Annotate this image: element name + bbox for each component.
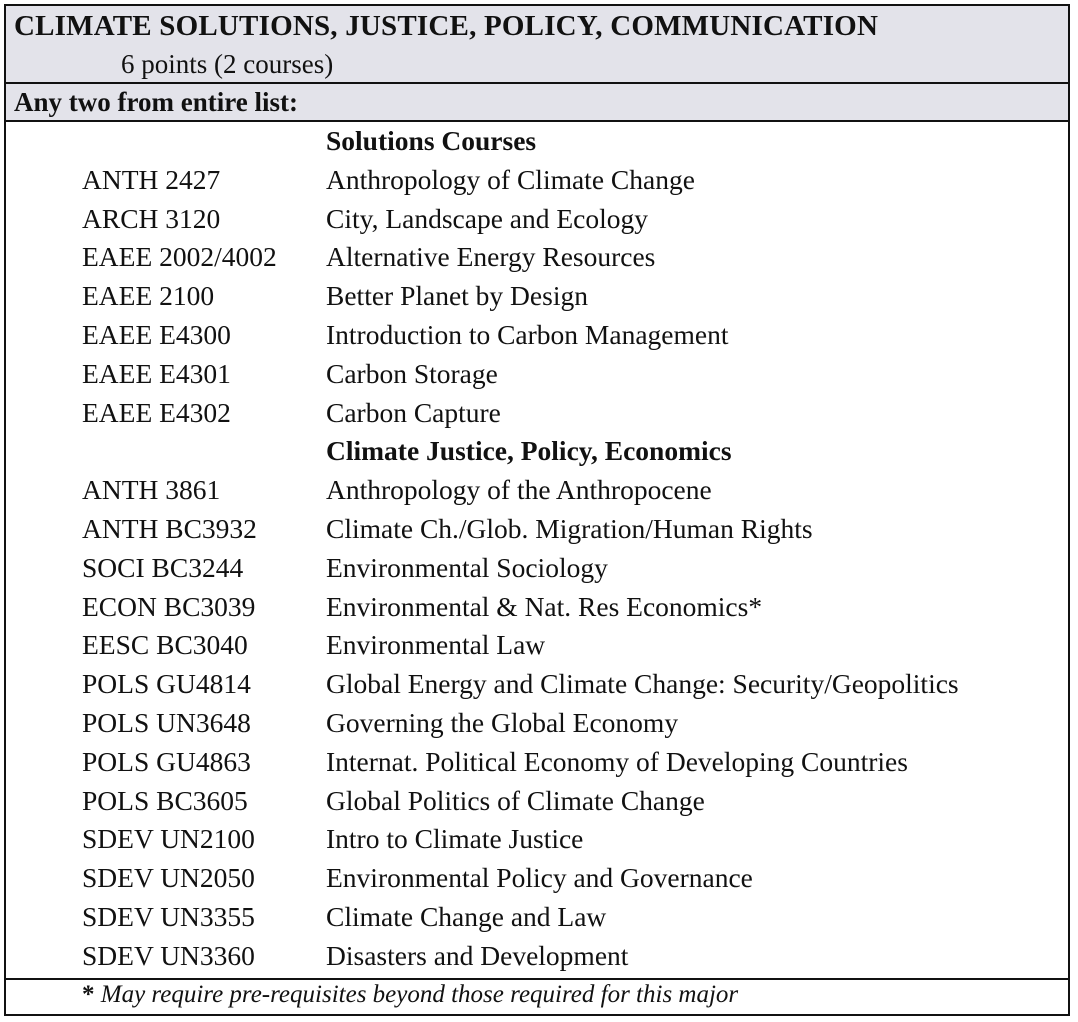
footnote-star: * — [82, 981, 95, 1008]
course-name: Disasters and Development — [326, 939, 629, 971]
course-code: EAEE E4301 — [82, 357, 231, 389]
course-row — [6, 746, 1068, 785]
course-name: Anthropology of Climate Change — [326, 163, 695, 195]
selection-rule — [6, 84, 1068, 122]
course-name: Internat. Political Economy of Developing Countries — [326, 745, 908, 777]
points-subtitle: 6 points (2 courses) — [121, 49, 334, 79]
course-name: Climate Ch./Glob. Migration/Human Rights — [326, 513, 813, 544]
course-row — [6, 358, 1068, 397]
course-code: POLS GU4863 — [82, 745, 251, 777]
course-code: POLS UN3648 — [82, 707, 251, 738]
course-name: Governing the Global Economy — [326, 707, 679, 738]
footnote — [6, 978, 1068, 1014]
course-row — [6, 862, 1068, 901]
course-code: SOCI BC3244 — [82, 551, 244, 583]
course-code: SDEV UN2100 — [82, 823, 255, 855]
table-header — [6, 6, 1068, 84]
course-row — [6, 280, 1068, 319]
course-row — [6, 707, 1068, 746]
course-code: ANTH 2427 — [82, 163, 221, 195]
course-code: ARCH 3120 — [82, 202, 221, 234]
course-row — [6, 397, 1068, 436]
course-row — [6, 513, 1068, 552]
course-code: EESC BC3040 — [82, 629, 248, 661]
course-name: Environmental Policy and Governance — [326, 862, 753, 894]
course-name: Alternative Energy Resources — [326, 241, 656, 273]
course-name: Environmental Law — [326, 629, 546, 661]
course-name: Carbon Capture — [326, 396, 501, 428]
section-heading: Solutions Courses — [326, 125, 537, 156]
course-name: Carbon Storage — [326, 357, 498, 389]
course-code: ECON BC3039 — [82, 590, 256, 622]
course-name: Environmental & Nat. Res Economics* — [326, 590, 763, 622]
course-name: Environmental Sociology — [326, 551, 608, 583]
requirements-table — [4, 4, 1070, 1016]
course-row — [6, 241, 1068, 280]
footnote-note: May require pre-requisites beyond those required for this major — [100, 981, 739, 1008]
course-name: Better Planet by Design — [326, 280, 588, 312]
course-row — [6, 668, 1068, 707]
course-row — [6, 474, 1068, 513]
course-code: EAEE 2100 — [82, 280, 215, 312]
selection-rule-label: Any two from entire list: — [14, 87, 298, 117]
course-name: Climate Change and Law — [326, 901, 607, 932]
course-row — [6, 319, 1068, 358]
course-code: SDEV UN3355 — [82, 901, 255, 932]
course-list — [6, 122, 1068, 982]
footnote-text — [82, 981, 738, 1009]
course-row — [6, 901, 1068, 940]
course-name: Intro to Climate Justice — [326, 823, 584, 855]
course-code: EAEE E4300 — [82, 319, 231, 350]
course-name: Anthropology of the Anthropocene — [326, 474, 712, 506]
page-title: CLIMATE SOLUTIONS, JUSTICE, POLICY, COMMUNICATION — [14, 10, 879, 42]
course-code: POLS BC3605 — [82, 784, 248, 816]
course-code: ANTH BC3932 — [82, 513, 257, 544]
course-row — [6, 164, 1068, 203]
section-heading: Climate Justice, Policy, Economics — [326, 435, 732, 467]
course-name: Global Politics of Climate Change — [326, 784, 705, 816]
course-row — [6, 940, 1068, 979]
course-code: EAEE 2002/4002 — [82, 241, 277, 273]
course-name: City, Landscape and Ecology — [326, 202, 649, 234]
course-code: SDEV UN3360 — [82, 939, 255, 971]
course-row — [6, 629, 1068, 668]
course-row — [6, 552, 1068, 591]
course-row — [6, 785, 1068, 824]
course-code: ANTH 3861 — [82, 474, 221, 506]
course-name: Global Energy and Climate Change: Security/Geopolitics — [326, 668, 959, 700]
course-row — [6, 591, 1068, 630]
course-row — [6, 823, 1068, 862]
course-name: Introduction to Carbon Management — [326, 319, 729, 350]
course-code: SDEV UN2050 — [82, 862, 255, 894]
course-code: EAEE E4302 — [82, 396, 231, 428]
course-code: POLS GU4814 — [82, 668, 251, 700]
course-row — [6, 203, 1068, 242]
